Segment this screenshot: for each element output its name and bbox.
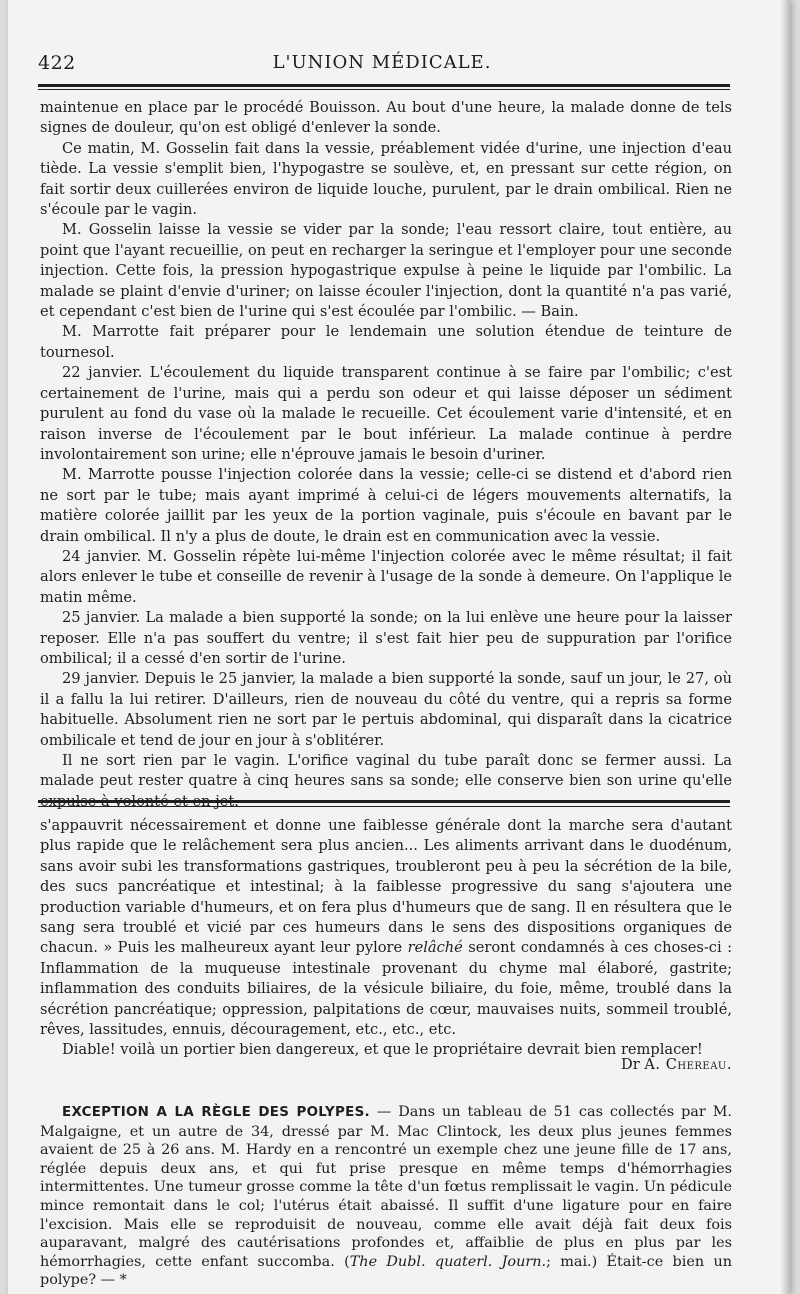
page-header [36, 50, 728, 78]
paragraph: maintenue en place par le procédé Bouisson. Au bout d'une heure, la malade donne de tels signes de douleur, qu'on est obligé d'enlever la sonde. [40, 99, 732, 137]
page-spine-shadow [780, 0, 790, 1294]
signature-name: A. Chereau. [644, 1056, 732, 1073]
paragraph: 25 janvier. La malade a bien supporté la sonde; on la lui enlève une heure pour la laisser reposer. Elle n'a pas souffert du ventre; il s'est fait hier peu de suppuration par l'orifice ombilical; il a cessé d'en sortir de l'urine. [40, 609, 732, 667]
author-signature [40, 1056, 732, 1073]
main-text [40, 98, 732, 812]
paragraph: M. Gosselin laisse la vessie se vider par la sonde; l'eau ressort claire, tout entière, au point que l'ayant recueillie, on peut en recharger la seringue et l'employer pour une seconde injection. Cette fois, la pression hypogastrique expulse à peine le liquide par l'ombilic. La malade se plaint d'envie d'uriner; on laisse écouler l'injection, dont la quantité n'a pas varié, et cependant c'est bien de l'urine qui s'est écoulée par l'ombilic. — Bain. [40, 221, 732, 321]
feuilleton-text [40, 816, 732, 1061]
paragraph: M. Marrotte fait préparer pour le lendemain une solution étendue de teinture de tournesol. [40, 323, 732, 361]
paragraph: Ce matin, M. Gosselin fait dans la vessie, préablement vidée d'urine, une injection d'eau tiède. La vessie s'emplit bien, l'hypogastre se soulève, et, en pressant sur cette région, on fait sortir deux cuillerées environ de liquide louche, purulent, par le drain ombilical. Rien ne s'écoule par le vagin. [40, 139, 732, 219]
note-source: The Dubl. quaterl. Journ. [349, 1253, 547, 1270]
signature-title: Dr [621, 1056, 640, 1073]
header-rule [38, 84, 730, 87]
feuilleton-paragraph: Diable! voilà un portier bien dangereux, et que le propriétaire devrait bien remplacer! [62, 1041, 703, 1059]
book-page [8, 0, 790, 1294]
header-rule-thin [38, 89, 730, 90]
paragraph: 24 janvier. M. Gosselin répète lui-même l'injection colorée avec le même résultat; il fait alors enlever le tube et conseille de revenir à l'usage de la sonde à demeure. On l'applique le matin même. [40, 547, 732, 606]
note-paragraph [40, 1103, 732, 1290]
paragraph: Il ne sort rien par le vagin. L'orifice vaginal du tube paraît donc se fermer aussi. La malade peut rester quatre à cinq heures sans sa sonde; elle conserve bien son urine qu'elle [40, 752, 732, 790]
feuilleton-paragraph [40, 816, 732, 1040]
paragraph: 29 janvier. Depuis le 25 janvier, la malade a bien supporté la sonde, sauf un jour, le 27, où il a fallu la lui retirer. D'ailleurs, rien de nouveau du côté du ventre, qui a repris sa forme habituelle. Absolument rien ne sort par le pertuis abdominal, qui disparaît dans la cicatrice ombilicale et tend de jour en jour à s'oblitérer. [40, 670, 732, 749]
news-note [40, 1103, 732, 1290]
page-number: 422 [38, 52, 76, 74]
note-heading: EXCEPTION A LA RÈGLE DES POLYPES. [62, 1105, 370, 1120]
feuilleton-italic-word: relâché [407, 939, 463, 957]
feuilleton-text-part: s'appauvrit nécessairement et donne une faiblesse générale dont la marche sera d'autant plus rapide que le relâchement sera plus ancien... Les aliments arrivant dans le duodénum, sans avoir subi les transformations gastriques, troubleront peu à peu la sécrétion de la bile, des sucs pancréatique et intestinal; à la faiblesse progressive du sang s'ajoutera une production variable d'humeurs, et on fera plus d'humeurs que de sang. Il en résultera que le sang sera troublé et vicié par ces humeurs dans le sens des dispositions organiques de chacun. » Puis les malheureux ayant leur pylore [40, 817, 732, 957]
feuilleton-rule [38, 800, 730, 803]
feuilleton-rule-thin [38, 806, 730, 807]
running-title: L'UNION MÉDICALE. [272, 52, 492, 73]
note-text-part: — Dans un tableau de 51 cas collectés par M. Malgaigne, et un autre de 34, dressé par M. Mac Clintock, les deux plus jeunes femmes avaient de 25 à 26 ans. M. Hardy en a rencontré un exemple chez une jeune fille de 17 ans, réglée depuis deux ans, et qui fut prise presque en même temps d'hémorrhagies intermittentes. Une tumeur grosse comme la tête d'un fœtus remplissait le vagin. Un pédicule mince remontait dans le col; l'utérus était abaissé. Il suffit d'une ligature pour en faire l'excision. Mais elle se reproduisit de nouveau, comme elle avait déjà fait deux fois auparavant, malgré des cautérisations profondes et, affaiblie de plus en plus par les hémorrhagies, cette enfant succomba. ( [40, 1104, 733, 1270]
note-text-part: ; mai.) Était-ce bien un polype? — * [40, 1253, 733, 1289]
feuilleton-text-part: seront condamnés à ces choses-ci : Inflammation de la muqueuse intestinale provenant du chyme mal élaboré, gastrite; inflammation des conduits biliaires, de la vésicule biliaire, du foie, même, troublé dans la sécrétion pancréatique; oppression, palpitations de cœur, mauvaises nuits, sommeil troublé, rêves, lassitudes, ennuis, découragement, etc., etc., etc. [40, 939, 732, 1039]
paragraph: M. Marrotte pousse l'injection colorée dans la vessie; celle-ci se distend et d'abord rien ne sort par le tube; mais ayant imprimé à celui-ci de légers mouvements alternatifs, la matière colorée jaillit par les yeux de la portion vaginale, puis s'écoule en bavant par le drain ombilical. Il n'y a plus de doute, le drain est en communication avec la vessie. [40, 466, 732, 545]
paragraph: 22 janvier. L'écoulement du liquide transparent continue à se faire par l'ombilic; c'est certainement de l'urine, mais qui a perdu son odeur et qui laisse déposer un sédiment purulent au fond du vase où la malade le recueille. Cet écoulement varie d'intensité, et en raison inverse de l'écoulement par le bout inférieur. La malade continue à perdre involontairement son urine; elle n'éprouve jamais le besoin d'uriner. [40, 364, 732, 463]
